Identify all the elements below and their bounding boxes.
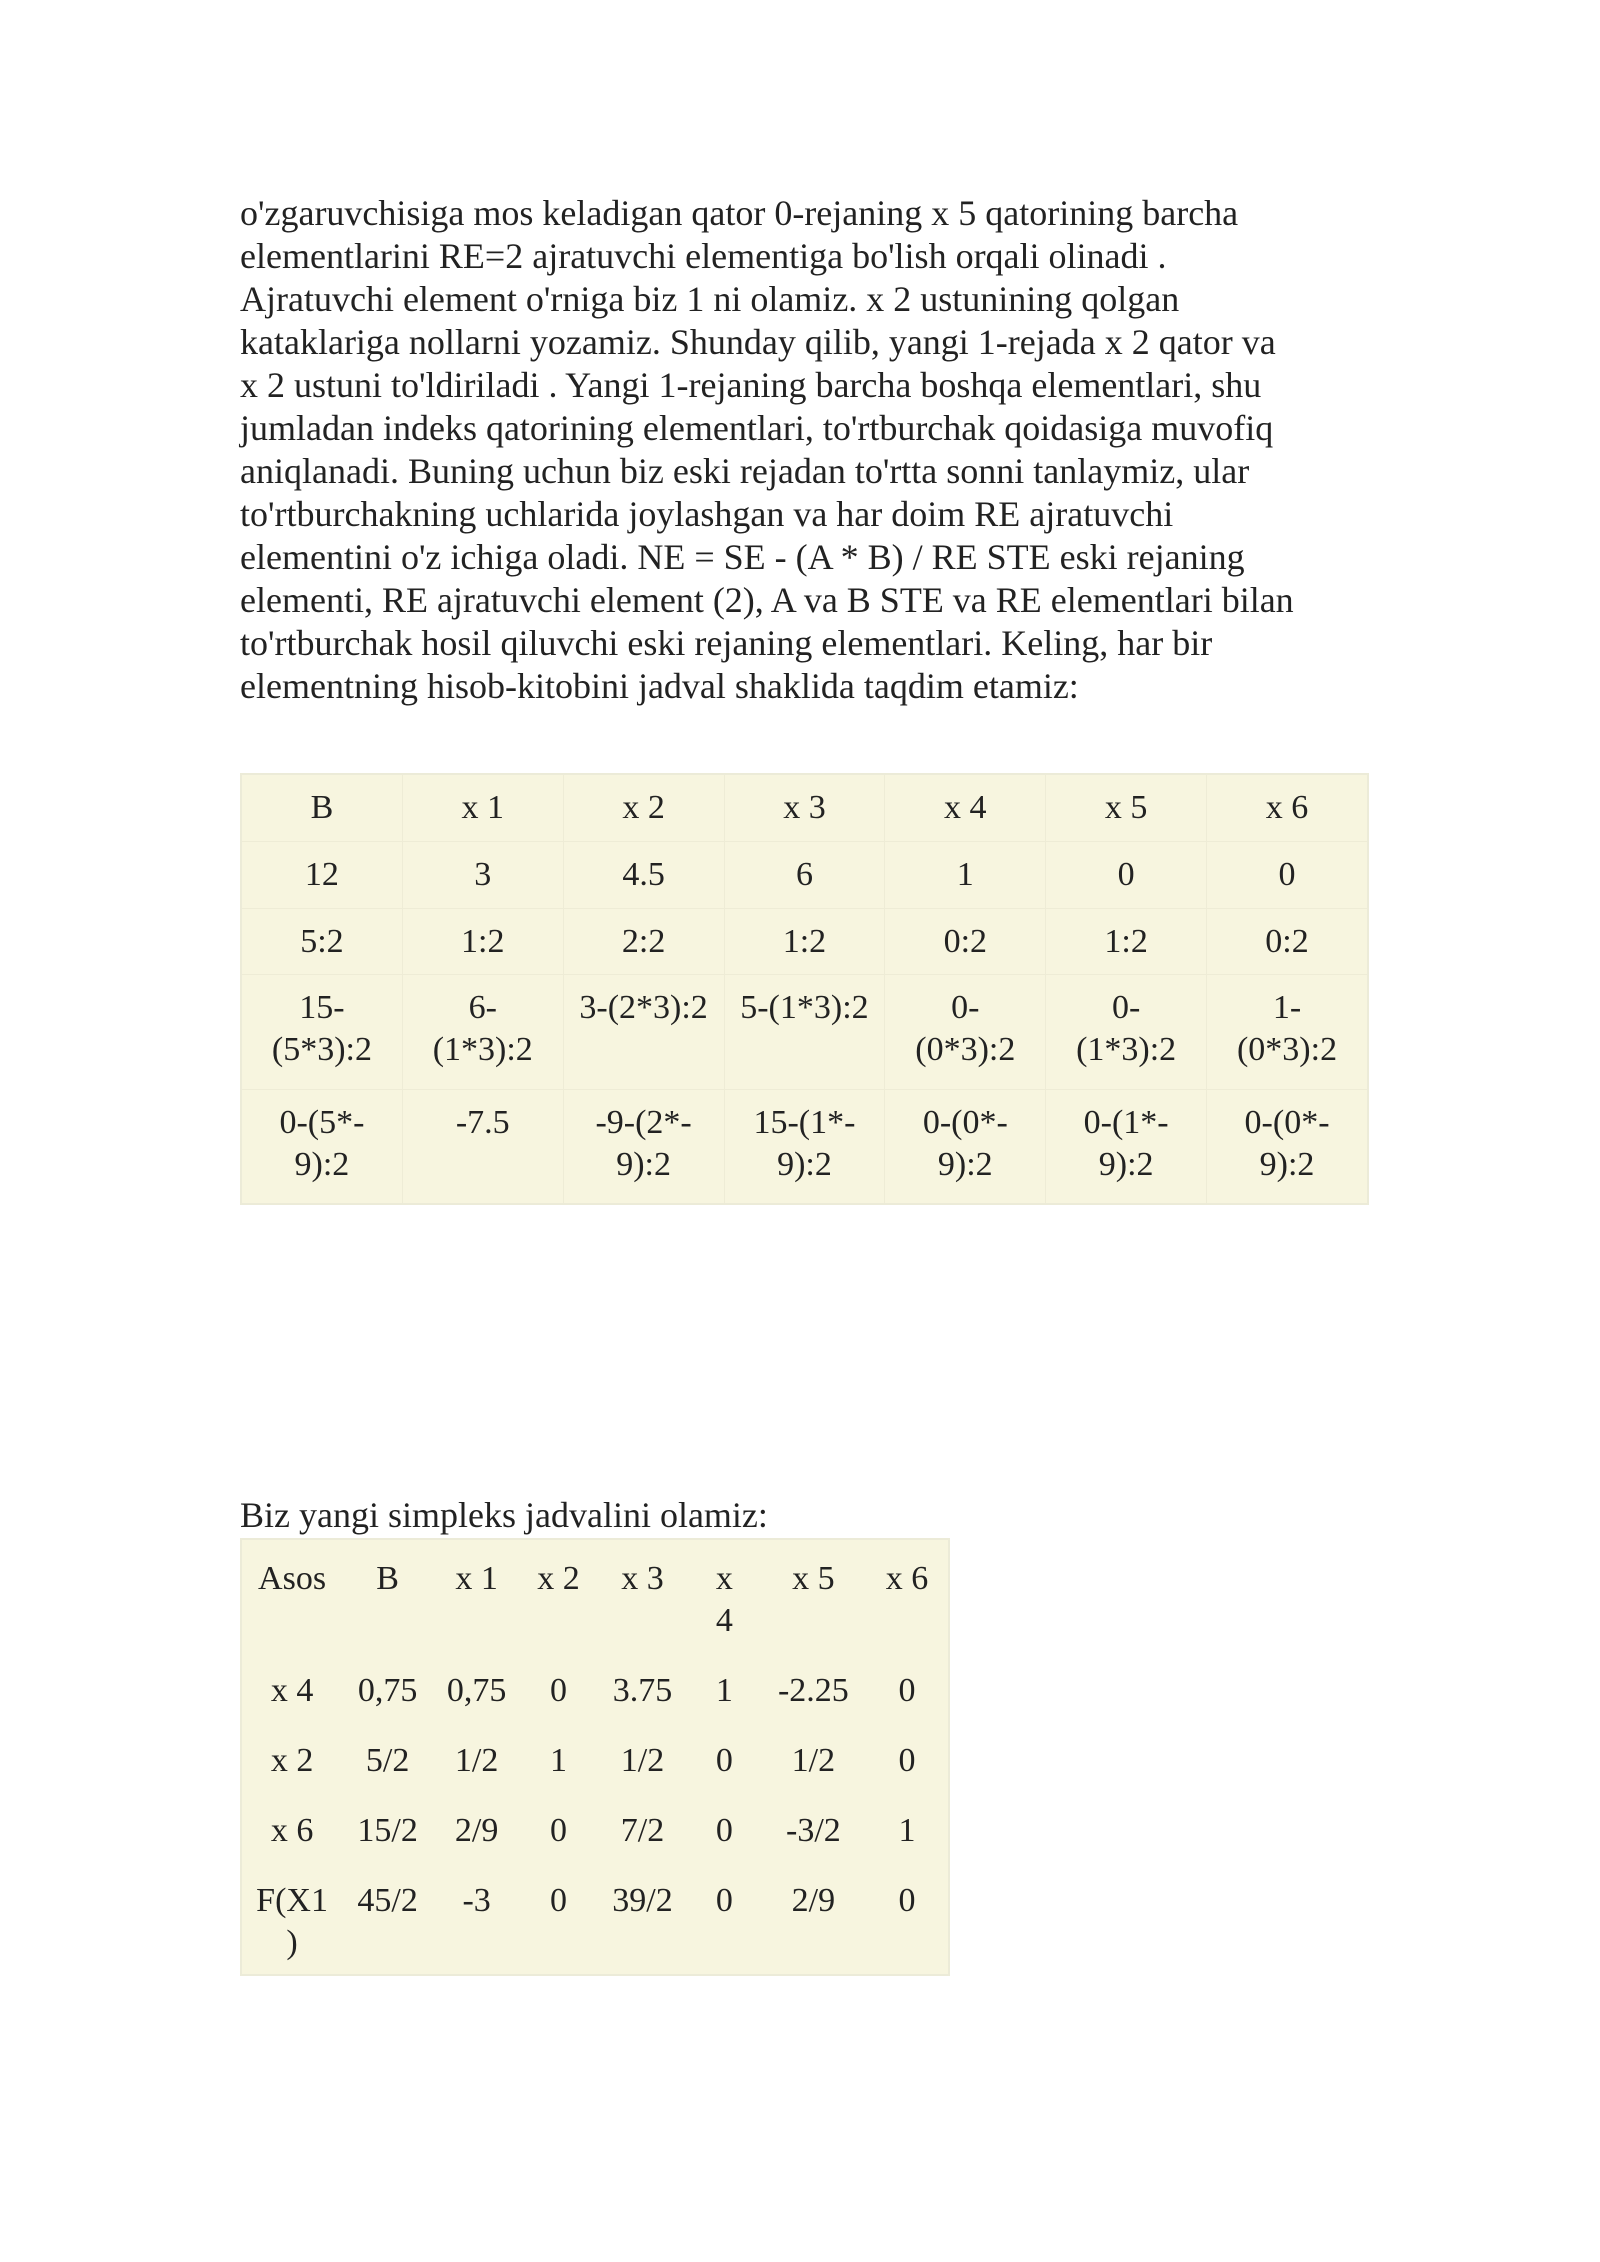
table-cell: 5:2 xyxy=(241,908,402,975)
table-cell: 0 xyxy=(1046,841,1207,908)
table-cell: 5/2 xyxy=(365,1742,410,1779)
table-cell: 0-(1*- 9):2 xyxy=(1046,1089,1207,1204)
table-cell: 15/2 xyxy=(357,1812,418,1849)
table-cell: x 4 xyxy=(270,1672,314,1709)
table-cell: 45/2 xyxy=(357,1882,418,1919)
table-cell: x 5 xyxy=(1046,774,1207,841)
table-cell: 1 xyxy=(715,1672,733,1709)
table-cell: 1/2 xyxy=(791,1742,836,1779)
table-cell: 1 xyxy=(885,841,1046,908)
table-cell: 39/2 xyxy=(612,1882,673,1919)
table-cell: 0- (1*3):2 xyxy=(1046,975,1207,1089)
table-cell: 1:2 xyxy=(402,908,563,975)
table-cell: 0 xyxy=(898,1742,916,1779)
table-cell: x 1 xyxy=(402,774,563,841)
table-cell: 4.5 xyxy=(563,841,724,908)
body-paragraph xyxy=(240,192,1370,708)
table-row xyxy=(241,1089,1368,1204)
paragraph-line: o'zgaruvchisiga mos keladigan qator 0-rejaning x 5 qatorining barcha xyxy=(240,193,1239,233)
table-cell: x 4 xyxy=(885,774,1046,841)
table-cell: B xyxy=(241,774,402,841)
table-caption: Biz yangi simpleks jadvalini olamiz: xyxy=(240,1495,768,1535)
table-cell: 5-(1*3):2 xyxy=(724,975,885,1089)
table-cell: 0 xyxy=(550,1882,568,1919)
table-cell: 0-(5*- 9):2 xyxy=(241,1089,402,1204)
paragraph-line: elementlarini RE=2 ajratuvchi elementiga bo'lish orqali olinadi . xyxy=(240,236,1167,276)
table-cell: -2.25 xyxy=(777,1672,849,1709)
paragraph-line: elementning hisob-kitobini jadval shaklida taqdim etamiz: xyxy=(240,666,1079,706)
paragraph-line: elementi, RE ajratuvchi element (2), A va B STE va RE elementlari bilan xyxy=(240,580,1294,620)
table-cell: 0 xyxy=(550,1672,568,1709)
table-cell: 12 xyxy=(241,841,402,908)
table-cell: 0 xyxy=(715,1812,733,1849)
paragraph-line: aniqlanadi. Buning uchun biz eski rejadan to'rtta sonni tanlaymiz, ular xyxy=(240,451,1250,491)
table-cell: 0 xyxy=(715,1742,733,1779)
table-row xyxy=(241,1792,949,1862)
table-cell: 3 xyxy=(402,841,563,908)
paragraph-line: to'rtburchak hosil qiluvchi eski rejaning elementlari. Keling, har bir xyxy=(240,623,1213,663)
table-cell: 15-(1*- 9):2 xyxy=(724,1089,885,1204)
paragraph-line: elementini o'z ichiga oladi. NE = SE - (A * B) / RE STE eski rejaning xyxy=(240,537,1245,577)
table-cell: 1:2 xyxy=(724,908,885,975)
table-cell: B xyxy=(376,1560,399,1597)
table-cell: F(X1 ) xyxy=(256,1882,328,1961)
table-cell: x 6 xyxy=(1207,774,1368,841)
table-cell: -3/2 xyxy=(786,1812,841,1849)
table-cell: Asos xyxy=(258,1560,327,1597)
table-row xyxy=(241,975,1368,1089)
table-cell: -7.5 xyxy=(402,1089,563,1204)
table-cell: 0-(0*- 9):2 xyxy=(885,1089,1046,1204)
table-row xyxy=(241,1539,949,1652)
table-cell: 0- (0*3):2 xyxy=(885,975,1046,1089)
table-row xyxy=(241,908,1368,975)
table-cell: 0 xyxy=(898,1672,916,1709)
table-cell: 0,75 xyxy=(446,1672,507,1709)
table-cell: 1 xyxy=(898,1812,916,1849)
table-cell: 2/9 xyxy=(454,1812,499,1849)
table-cell: 0 xyxy=(1207,841,1368,908)
table-cell: 1 xyxy=(550,1742,568,1779)
table-row xyxy=(241,1862,949,1975)
paragraph-line: Ajratuvchi element o'rniga biz 1 ni olamiz. x 2 ustunining qolgan xyxy=(240,279,1180,319)
table-row xyxy=(241,1652,949,1722)
simplex-table xyxy=(240,1538,950,1976)
paragraph-line: kataklariga nollarni yozamiz. Shunday qilib, yangi 1-rejada x 2 qator va xyxy=(240,322,1276,362)
table-cell: 7/2 xyxy=(620,1812,665,1849)
table-cell: 6- (1*3):2 xyxy=(402,975,563,1089)
paragraph-line: to'rtburchakning uchlarida joylashgan va har doim RE ajratuvchi xyxy=(240,494,1174,534)
table-cell: x 6 xyxy=(270,1812,314,1849)
table-cell: 6 xyxy=(724,841,885,908)
table-cell: 3-(2*3):2 xyxy=(563,975,724,1089)
table-cell: 1- (0*3):2 xyxy=(1207,975,1368,1089)
table-row xyxy=(241,774,1368,841)
paragraph-line: x 2 ustuni to'ldiriladi . Yangi 1-rejaning barcha boshqa elementlari, shu xyxy=(240,365,1262,405)
table-cell: x 2 xyxy=(563,774,724,841)
table-cell: x 1 xyxy=(455,1560,498,1597)
calculation-table xyxy=(240,773,1369,1205)
table-cell: 0:2 xyxy=(885,908,1046,975)
table-cell: 0 xyxy=(550,1812,568,1849)
table-cell: x 3 xyxy=(724,774,885,841)
table-row xyxy=(241,1722,949,1792)
table-row xyxy=(241,841,1368,908)
table-cell: x 3 xyxy=(621,1560,664,1597)
table-cell: 0,75 xyxy=(357,1672,418,1709)
table-cell: 2:2 xyxy=(563,908,724,975)
table-cell: 3.75 xyxy=(612,1672,673,1709)
table-cell: -9-(2*- 9):2 xyxy=(563,1089,724,1204)
table-cell: x 5 xyxy=(792,1560,835,1597)
table-cell: 0-(0*- 9):2 xyxy=(1207,1089,1368,1204)
table-cell: 1/2 xyxy=(454,1742,499,1779)
table-cell: 0 xyxy=(898,1882,916,1919)
table-cell: 1/2 xyxy=(620,1742,665,1779)
table-cell: 0:2 xyxy=(1207,908,1368,975)
table-cell: x 2 xyxy=(537,1560,580,1597)
table-cell: 2/9 xyxy=(791,1882,836,1919)
table-cell: 0 xyxy=(715,1882,733,1919)
table-cell: -3 xyxy=(462,1882,491,1919)
table-cell: 1:2 xyxy=(1046,908,1207,975)
table-cell: 15- (5*3):2 xyxy=(241,975,402,1089)
table-cell: x 2 xyxy=(270,1742,314,1779)
table-cell: x 6 xyxy=(885,1560,929,1597)
paragraph-line: jumladan indeks qatorining elementlari, to'rtburchak qoidasiga muvofiq xyxy=(240,408,1274,448)
table-cell: x 4 xyxy=(715,1560,733,1639)
